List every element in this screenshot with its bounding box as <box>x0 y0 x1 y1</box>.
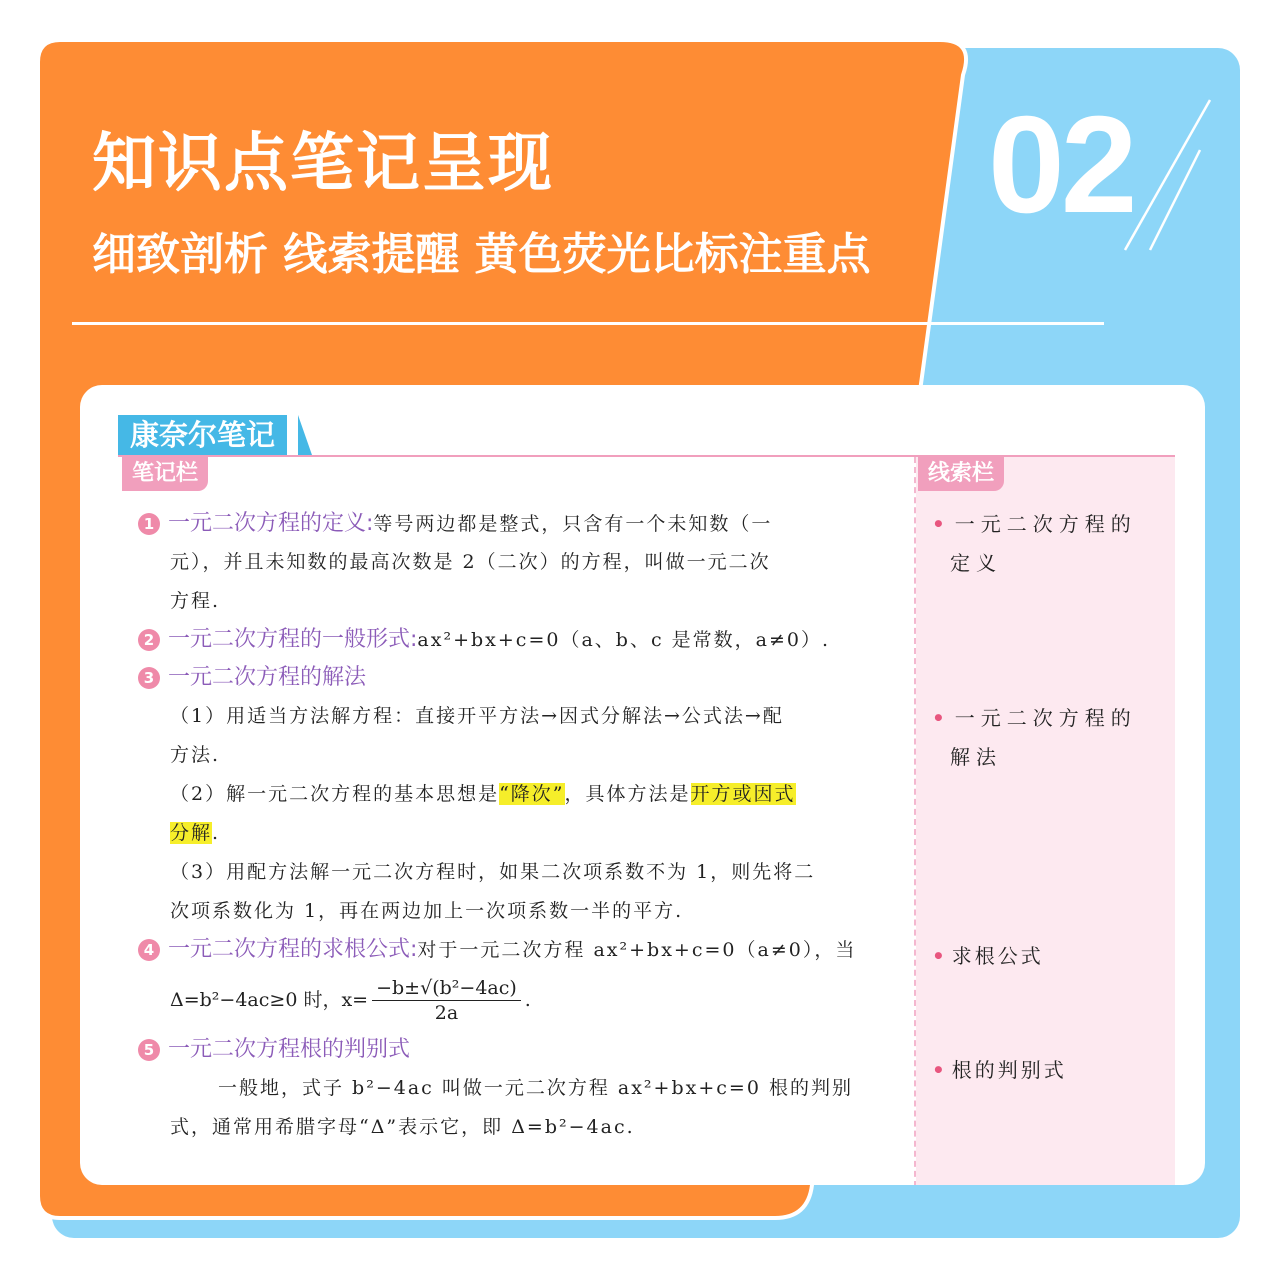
clue-text: 定义 <box>950 551 1002 575</box>
bullet-icon: • <box>932 1058 948 1082</box>
section-text-highlighted <box>138 775 898 814</box>
note-section-1 <box>138 505 898 621</box>
formula-numerator: −b±√(b²−4ac) <box>372 976 521 1001</box>
section-text: 对于一元二次方程 ax²+bx+c=0（a≠0），当 <box>417 939 857 961</box>
number-circle-icon: 5 <box>138 1039 160 1061</box>
clue-item <box>932 937 1162 976</box>
number-circle-icon: 3 <box>138 667 160 689</box>
page-title: 知识点笔记呈现 <box>92 127 554 201</box>
section-text: ax²+bx+c=0（a、b、c 是常数，a≠0）. <box>417 629 830 651</box>
formula-denominator: 2a <box>434 1001 459 1024</box>
section-text: 一般地，式子 b²−4ac 叫做一元二次方程 ax²+bx+c=0 根的判别 <box>218 1077 853 1099</box>
notes-column <box>138 505 898 1147</box>
clue-text: 一元二次方程的 <box>954 706 1137 730</box>
section-title: 一元二次方程的一般形式: <box>168 627 418 652</box>
section-text: 元），并且未知数的最高次数是 2（二次）的方程，叫做一元二次 <box>170 551 771 573</box>
formula-end: . <box>524 989 531 1011</box>
number-circle-icon: 2 <box>138 629 160 651</box>
highlight-mark: 分解 <box>170 822 213 844</box>
root-formula <box>138 969 898 1031</box>
section-text: 方程. <box>170 590 221 612</box>
section-title: 一元二次方程的解法 <box>168 665 367 690</box>
cornell-notes-tag: 康奈尔笔记 <box>118 415 287 455</box>
text-part: ，具体方法是 <box>564 783 691 805</box>
section-text: 等号两边都是整式，只含有一个未知数（一 <box>373 513 773 535</box>
deco-line-2 <box>1150 150 1200 250</box>
note-section-5 <box>138 1031 898 1147</box>
section-text: （1）用适当方法解方程：直接开平方法→因式分解法→公式法→配 <box>170 705 784 727</box>
clue-item <box>932 1051 1162 1090</box>
clue-item <box>932 505 1162 583</box>
page-subtitle: 细致剖析 线索提醒 黄色荧光比标注重点 <box>92 229 871 280</box>
clue-item <box>932 699 1162 777</box>
clue-text: 解法 <box>950 745 1002 769</box>
tag-fold <box>298 415 312 455</box>
clue-text: 求根公式 <box>951 944 1044 968</box>
number-circle-icon: 1 <box>138 513 160 535</box>
note-section-2 <box>138 621 898 659</box>
highlight-mark: “降次” <box>499 783 565 805</box>
column-separator <box>914 457 918 1185</box>
clues-column-tab: 线索栏 <box>918 457 1004 491</box>
bullet-icon: • <box>932 706 951 730</box>
section-text: 式，通常用希腊字母“Δ”表示它，即 Δ=b²−4ac. <box>170 1116 635 1138</box>
notes-column-tab: 笔记栏 <box>122 457 208 491</box>
section-text: 方法. <box>170 744 221 766</box>
section-title: 一元二次方程根的判别式 <box>168 1037 411 1062</box>
deco-line-1 <box>1125 100 1210 250</box>
section-title: 一元二次方程的定义: <box>168 511 374 536</box>
section-text: 次项系数化为 1，再在两边加上一次项系数一半的平方. <box>170 900 684 922</box>
section-number: 02 <box>988 88 1134 242</box>
formula-condition: Δ=b²−4ac≥0 时，x= <box>170 989 369 1011</box>
note-section-4 <box>138 931 898 1031</box>
section-text-highlighted <box>138 814 898 853</box>
section-title: 一元二次方程的求根公式: <box>168 937 418 962</box>
text-part: （2）解一元二次方程的基本思想是 <box>170 783 500 805</box>
formula-fraction <box>372 976 521 1025</box>
highlight-mark: 开方或因式 <box>690 783 796 805</box>
clue-text: 一元二次方程的 <box>954 512 1137 536</box>
note-section-3 <box>138 659 898 931</box>
cornell-notes-card <box>80 385 1205 1185</box>
clue-text: 根的判别式 <box>951 1058 1067 1082</box>
number-circle-icon: 4 <box>138 939 160 961</box>
section-text: （3）用配方法解一元二次方程时，如果二次项系数不为 1，则先将二 <box>170 861 816 883</box>
bullet-icon: • <box>932 944 948 968</box>
text-part: . <box>212 822 221 844</box>
header-divider <box>72 322 1104 325</box>
bullet-icon: • <box>932 512 951 536</box>
